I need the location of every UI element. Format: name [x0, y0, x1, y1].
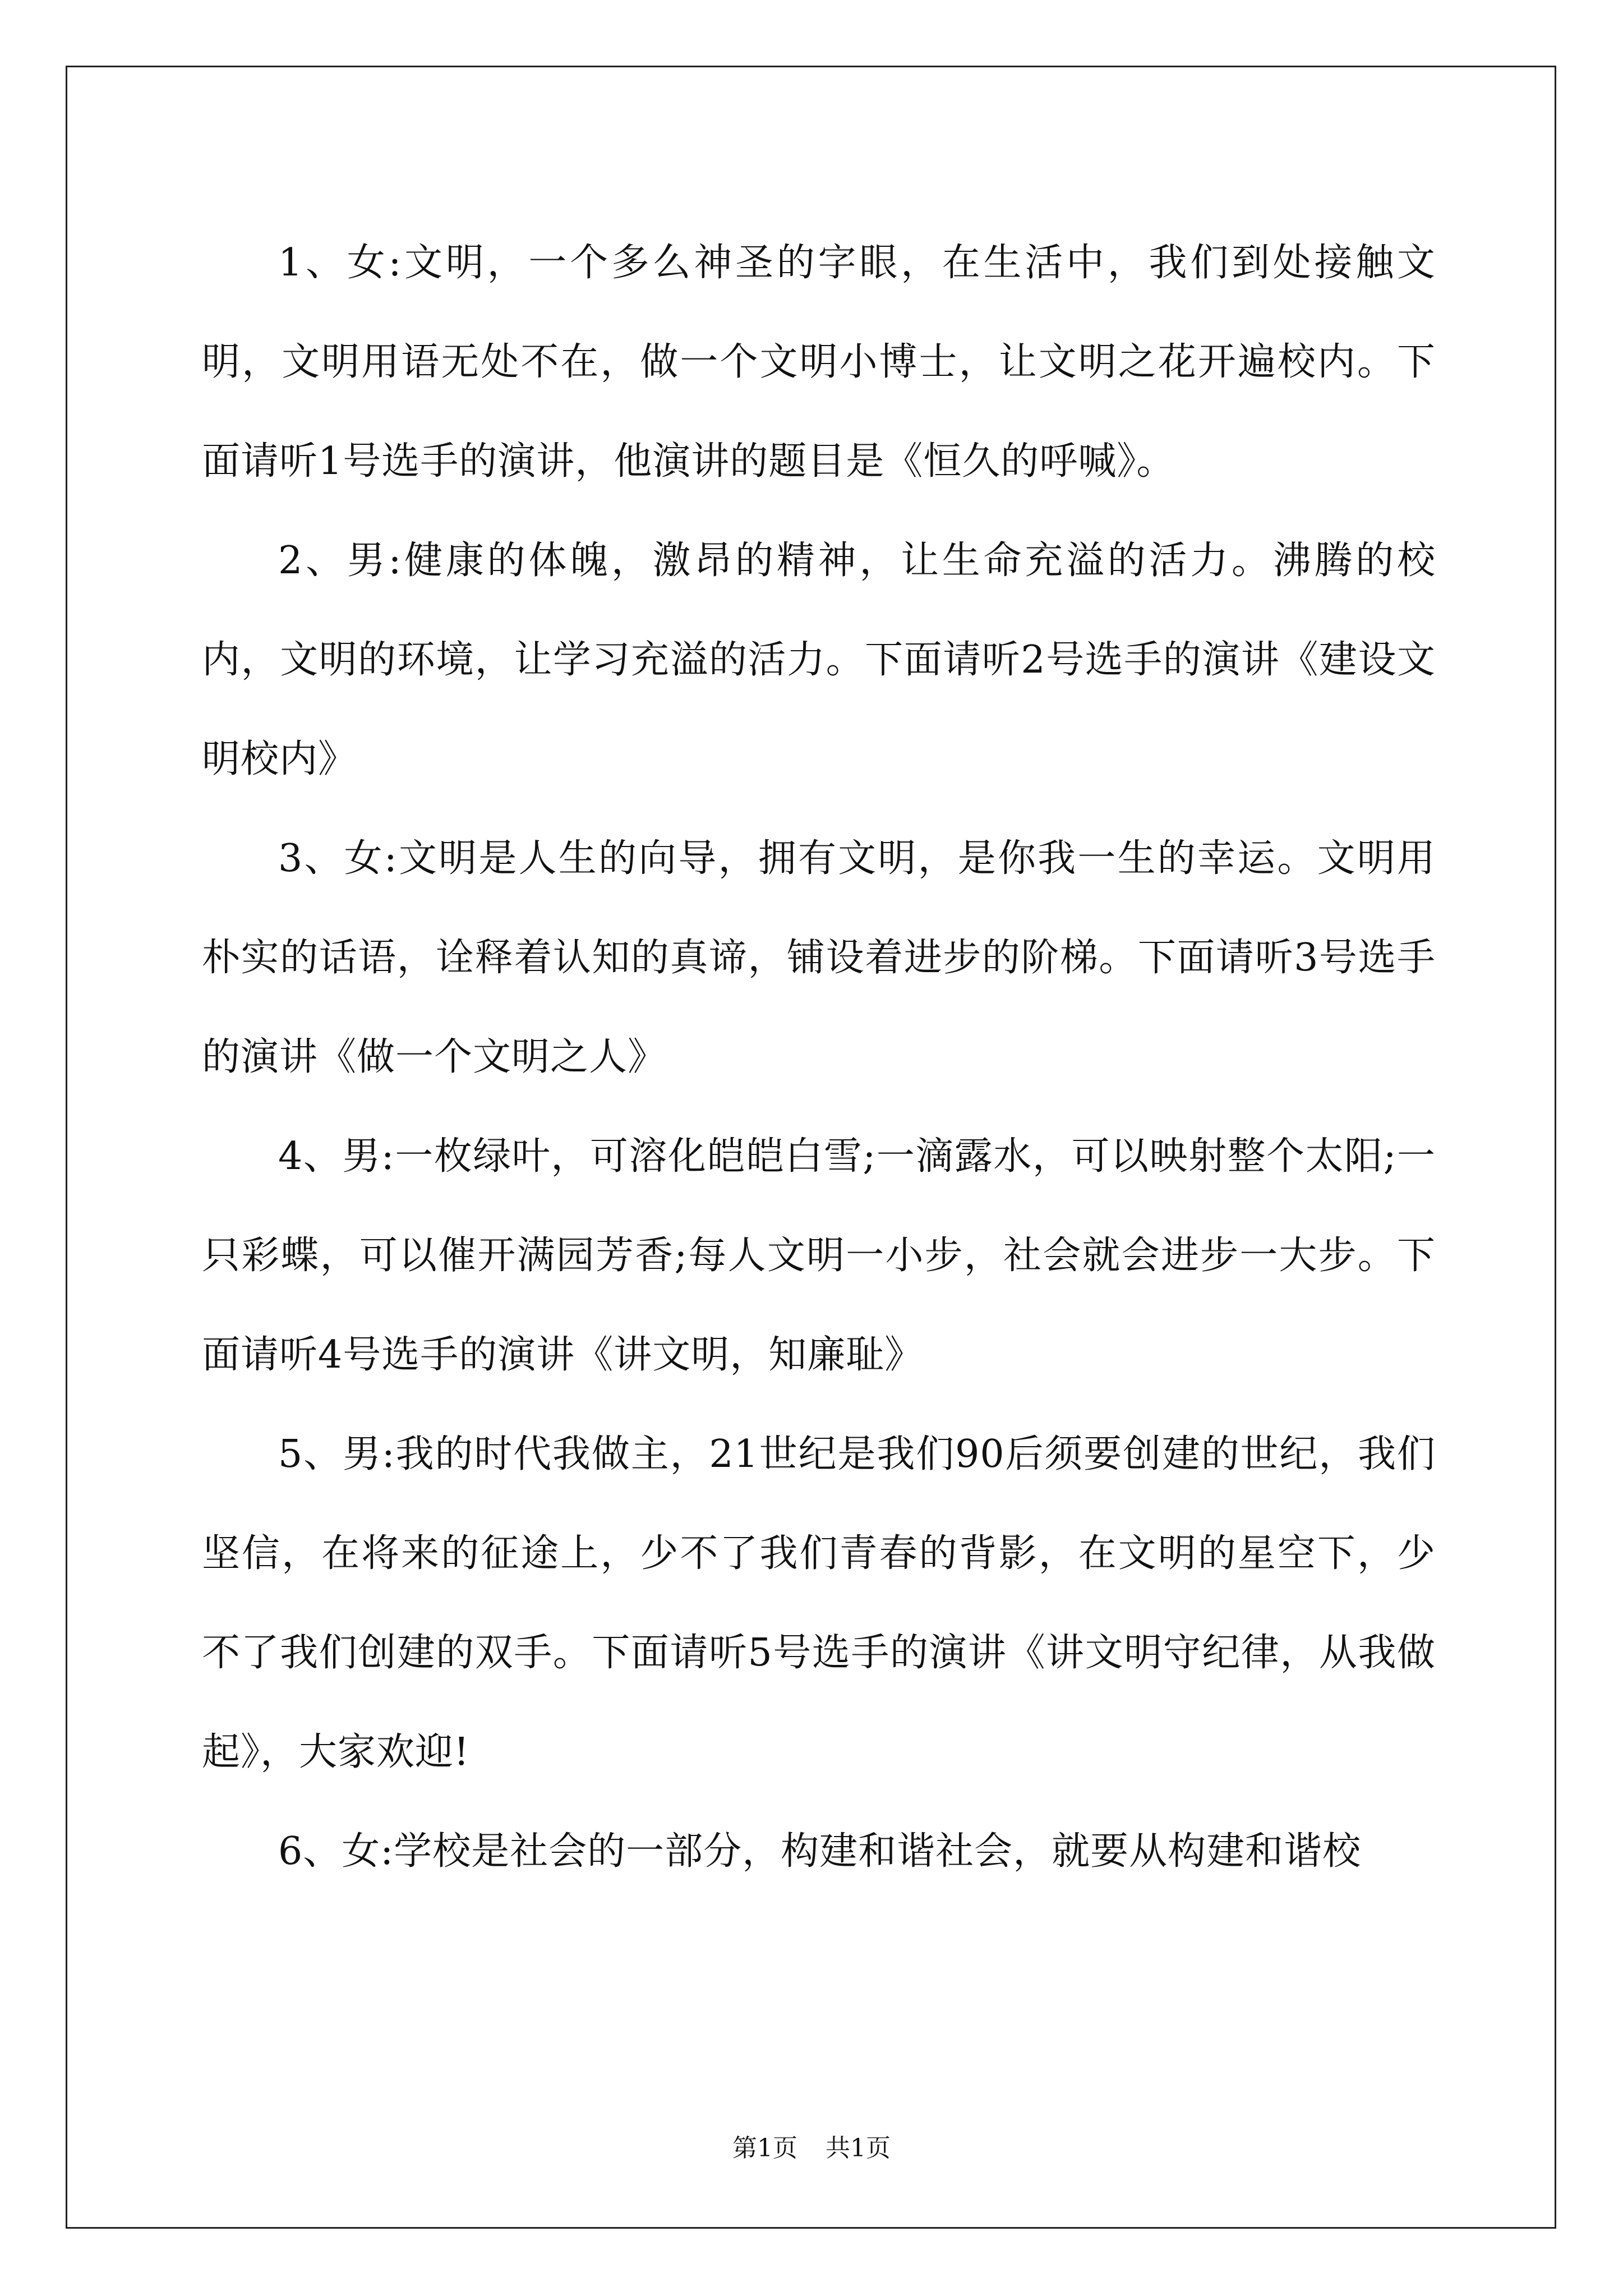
page-total: 共1页: [826, 2134, 891, 2162]
paragraph-5: 5、男:我的时代我做主，21世纪是我们90后须要创建的世纪，我们坚信，在将来的征途上，少不了我们青春的背影，在文明的星空下，少不了我们创建的双手。下面请听5号选手的演讲《讲文明守纪律，从我做起》，大家欢迎!: [202, 1432, 1436, 1774]
paragraph-6: 6、女:学校是社会的一部分，构建和谐社会，就要从构建和谐校: [278, 1829, 1362, 1874]
page-number: 第1页: [732, 2134, 797, 2162]
paragraph-3: 3、女:文明是人生的向导，拥有文明，是你我一生的幸运。文明用朴实的话语，诠释着认知的真谛，铺设着进步的阶梯。下面请听3号选手的演讲《做一个文明之人》: [202, 836, 1436, 1079]
paragraph-4: 4、男:一枚绿叶，可溶化皑皑白雪;一滴露水，可以映射整个太阳;一只彩蝶，可以催开满园芳香;每人文明一小步，社会就会进步一大步。下面请听4号选手的演讲《讲文明，知廉耻》: [202, 1134, 1436, 1377]
paragraph-1: 1、女:文明，一个多么神圣的字眼，在生活中，我们到处接触文明，文明用语无处不在，做一个文明小博士，让文明之花开遍校内。下面请听1号选手的演讲，他演讲的题目是《恒久的呼喊》。: [202, 241, 1436, 484]
document-body: [202, 213, 1436, 1901]
paragraph-2: 2、男:健康的体魄，激昂的精神，让生命充溢的活力。沸腾的校内，文明的环境，让学习充溢的活力。下面请听2号选手的演讲《建设文明校内》: [202, 539, 1436, 781]
page-footer: [0, 2132, 1623, 2165]
